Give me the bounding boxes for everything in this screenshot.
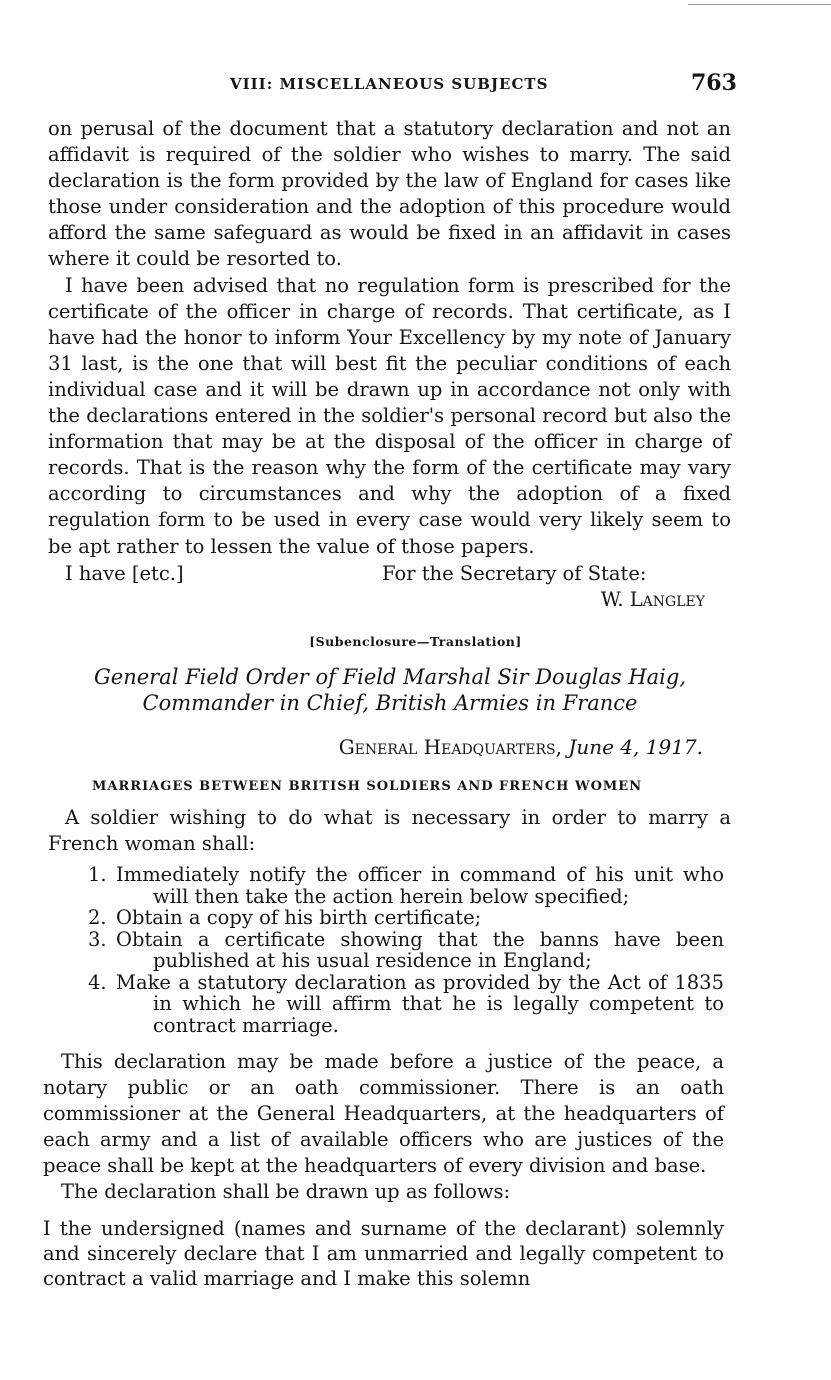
dateline-place: General Headquarters, [338, 735, 562, 759]
list-item-text: Make a statutory declaration as provided by the Act of 1835 in which he will affirm that he is legally competent to contract marriage. [116, 970, 724, 1037]
intro-paragraph: A soldier wishing to do what is necessary in order to marry a French woman shall: [48, 806, 731, 856]
paragraph-continued: on perusal of the document that a statutory declaration and not an affidavit is required of the soldier who wishes to marry. The said declaration is the form provided by the law of England for cases like those under consideration and the adoption of this procedure would afford the same safeguard as would be fixed in an affidavit in cases where it could be resorted to. [48, 117, 731, 271]
list-item-number: 3. [88, 927, 107, 951]
list-item-number: 1. [88, 863, 107, 886]
list-item [88, 972, 724, 1037]
page-number: 763 [691, 70, 737, 96]
section-heading: MARRIAGES BETWEEN BRITISH SOLDIERS AND FRENCH WOMEN [92, 779, 643, 794]
dateline-date: June 4, 1917. [568, 735, 703, 759]
dateline [339, 735, 703, 759]
closing-greeting: I have [etc.] [65, 562, 184, 585]
declaration-paragraph: This declaration may be made before a justice of the peace, a notary public or an oath commissioner. There is an oath commissioner at the General Headquarters, at the headquarters of each army and a list of available officers who are justices of the peace shall be kept at the headquarters of every division and base. [43, 1050, 724, 1178]
running-head: VIII: MISCELLANEOUS SUBJECTS [230, 75, 549, 93]
scan-edge-line [688, 4, 831, 5]
order-title: General Field Order of Field Marshal Sir Douglas Haig, Commander in Chief, British Armies in France [93, 665, 687, 715]
drawn-up-line: The declaration shall be drawn up as follows: [61, 1180, 511, 1204]
signature-name: W. Langley [600, 588, 705, 611]
declaration-form-text [43, 1216, 724, 1291]
list-item-number: 2. [88, 906, 107, 929]
intro-block [48, 805, 731, 857]
list-item [88, 907, 724, 929]
declaration-block [43, 1049, 724, 1206]
list-item [88, 929, 724, 972]
main-text [48, 116, 731, 560]
list-item [88, 864, 724, 907]
form-text-paragraph: I the undersigned (names and surname of the declarant) solemnly and sincerely declare that I am unmarried and legally competent to contract a valid marriage and I make this solemn [43, 1217, 724, 1290]
letter-closing [48, 562, 731, 622]
list-item-text: Obtain a copy of his birth certificate; [116, 906, 482, 929]
for-secretary-line: For the Secretary of State: [382, 562, 647, 585]
page-header [0, 70, 831, 100]
subenclosure-label: [Subenclosure—Translation] [309, 634, 522, 649]
list-item-text: Obtain a certificate showing that the banns have been published at his usual residence in England; [116, 927, 724, 972]
paragraph-certificate: I have been advised that no regulation form is prescribed for the certificate of the officer in charge of records. That certificate, as I have had the honor to inform Your Excellency by my note of January 31 last, is the one that will best fit the peculiar conditions of each individual case and it will be drawn up in accordance not only with the declarations entered in the soldier's personal record but also the information that may be at the disposal of the officer in charge of records. That is the reason why the form of the certificate may vary according to circumstances and why the adoption of a fixed regulation form to be used in every case would very likely seem to be apt rather to lessen the value of those papers. [48, 273, 731, 558]
requirements-list [88, 864, 724, 1036]
list-item-number: 4. [88, 970, 107, 994]
list-item-text: Immediately notify the officer in command of his unit who will then take the action herein below specified; [116, 863, 724, 908]
